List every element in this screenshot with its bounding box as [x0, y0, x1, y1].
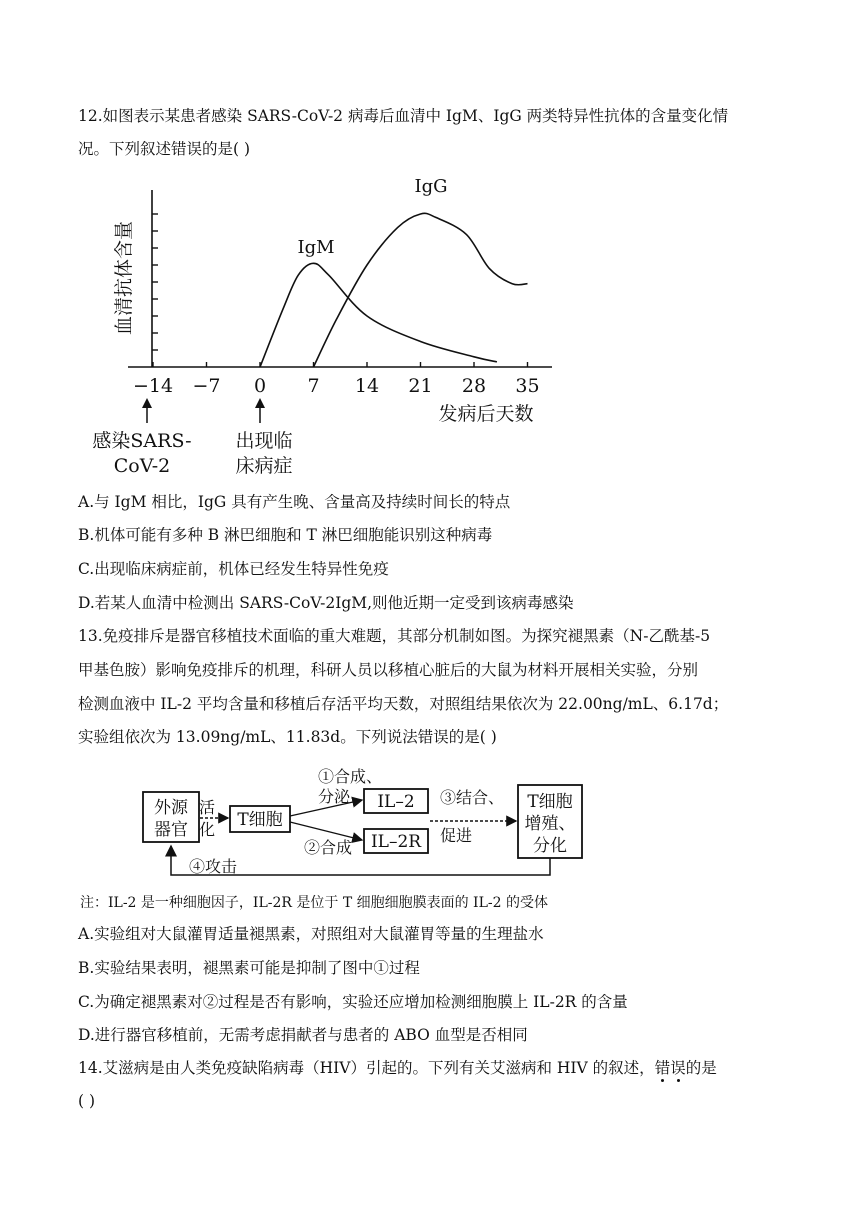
annotation-onset-line1: 出现临 [235, 430, 293, 452]
x-tick-label: 35 [515, 375, 540, 397]
x-tick-label: 28 [461, 375, 487, 397]
x-tick-label: −7 [192, 375, 221, 397]
q13-stem-line2: 甲基色胺）影响免疫排斥的机理，科研人员以移植心脏后的大鼠为材料开展相关实验，分别 [78, 661, 699, 679]
x-tick-label: −14 [132, 375, 174, 397]
x-tick-label: 14 [354, 375, 380, 397]
y-axis-label: 血清抗体含量 [113, 220, 135, 336]
series-label-igm: IgM [297, 237, 335, 258]
box-il2r-label: IL–2R [370, 832, 422, 852]
q13-stem-line4: 实验组依次为 13.09ng/mL、11.83d。下列说法错误的是( ) [78, 728, 497, 746]
q14-emphasis-text: 错误 [654, 1059, 686, 1077]
label-activate-1: 活 [198, 798, 216, 817]
x-tick-label: 21 [408, 375, 433, 397]
box-foreign-organ-line1: 外源 [154, 798, 188, 818]
q14-stem-suffix: 的是 [685, 1059, 717, 1077]
series-line-igm [260, 263, 497, 367]
y-axis-ticks [152, 214, 158, 350]
label-step3-line2: 促进 [440, 826, 473, 845]
emphasis-dot-1 [661, 1079, 664, 1082]
x-tick-label: 0 [253, 375, 267, 397]
box-result-line2: 增殖、 [524, 814, 576, 834]
series-line-igg [314, 213, 528, 367]
label-step4: ④攻击 [189, 857, 238, 876]
q12-stem-line2: 况。下列叙述错误的是( ) [78, 140, 251, 158]
q12-option-d: D.若某人血清中检测出 SARS-CoV-2IgM,则他近期一定受到该病毒感染 [78, 594, 574, 612]
q14-stem-prefix: 14.艾滋病是由人类免疫缺陷病毒（HIV）引起的。下列有关艾滋病和 HIV 的叙述， [78, 1059, 655, 1077]
box-result-line1: T细胞 [527, 792, 573, 812]
annotation-onset [235, 398, 292, 477]
annotation-onset-line2: 床病症 [235, 455, 293, 477]
label-step1-line1: ①合成、 [318, 767, 383, 786]
q14-stem-line2: ( ) [78, 1092, 96, 1110]
q13-stem-line1: 13.免疫排斥是器官移植技术面临的重大难题，其部分机制如图。为探究褪黑素（N-乙酰基-5 [78, 627, 711, 645]
immune-rejection-diagram [80, 760, 680, 915]
annotation-infection-line2: CoV-2 [113, 455, 171, 477]
x-axis-label: 发病后天数 [438, 403, 534, 425]
annotation-infection-line1: 感染SARS- [92, 430, 192, 452]
q12-option-a: A.与 IgM 相比，IgG 具有产生晚、含量高及持续时间长的特点 [78, 493, 511, 511]
label-activate-2: 化 [198, 820, 216, 839]
q14-emphasis [655, 1059, 686, 1077]
q13-option-b: B.实验结果表明，褪黑素可能是抑制了图中①过程 [78, 959, 420, 977]
series-label-igg: IgG [414, 176, 448, 197]
label-step1-line2: 分泌 [318, 787, 351, 806]
label-step3-line1: ③结合、 [440, 788, 505, 807]
q14-stem-line1 [78, 1057, 717, 1079]
box-foreign-organ-line2: 器官 [154, 820, 188, 840]
emphasis-dot-2 [677, 1079, 680, 1082]
label-step2: ②合成 [304, 838, 353, 857]
box-result-line3: 分化 [533, 836, 567, 856]
q13-option-c: C.为确定褪黑素对②过程是否有影响，实验还应增加检测细胞膜上 IL-2R 的含量 [78, 993, 628, 1011]
box-il2-label: IL–2 [377, 792, 415, 812]
q12-stem-line1: 12.如图表示某患者感染 SARS-CoV-2 病毒后血清中 IgM、IgG 两类特异性抗体的含量变化情 [78, 107, 729, 125]
q12-option-c: C.出现临床病症前，机体已经发生特异性免疫 [78, 560, 389, 578]
annotation-infection [92, 398, 191, 477]
q13-option-d: D.进行器官移植前，无需考虑捐献者与患者的 ABO 血型是否相同 [78, 1026, 528, 1044]
box-t-cell-label: T细胞 [237, 810, 283, 830]
q13-option-a: A.实验组对大鼠灌胃适量褪黑素，对照组对大鼠灌胃等量的生理盐水 [78, 925, 544, 943]
x-tick-label: 7 [307, 375, 320, 397]
q12-option-b: B.机体可能有多种 B 淋巴细胞和 T 淋巴细胞能识别这种病毒 [78, 526, 493, 544]
antibody-chart [80, 170, 560, 480]
diagram-note: 注：IL-2 是一种细胞因子，IL-2R 是位于 T 细胞细胞膜表面的 IL-2 的受体 [80, 895, 548, 911]
q13-stem-line3: 检测血液中 IL-2 平均含量和移植后存活平均天数，对照组结果依次为 22.00ng/mL、6.17d； [78, 695, 729, 713]
